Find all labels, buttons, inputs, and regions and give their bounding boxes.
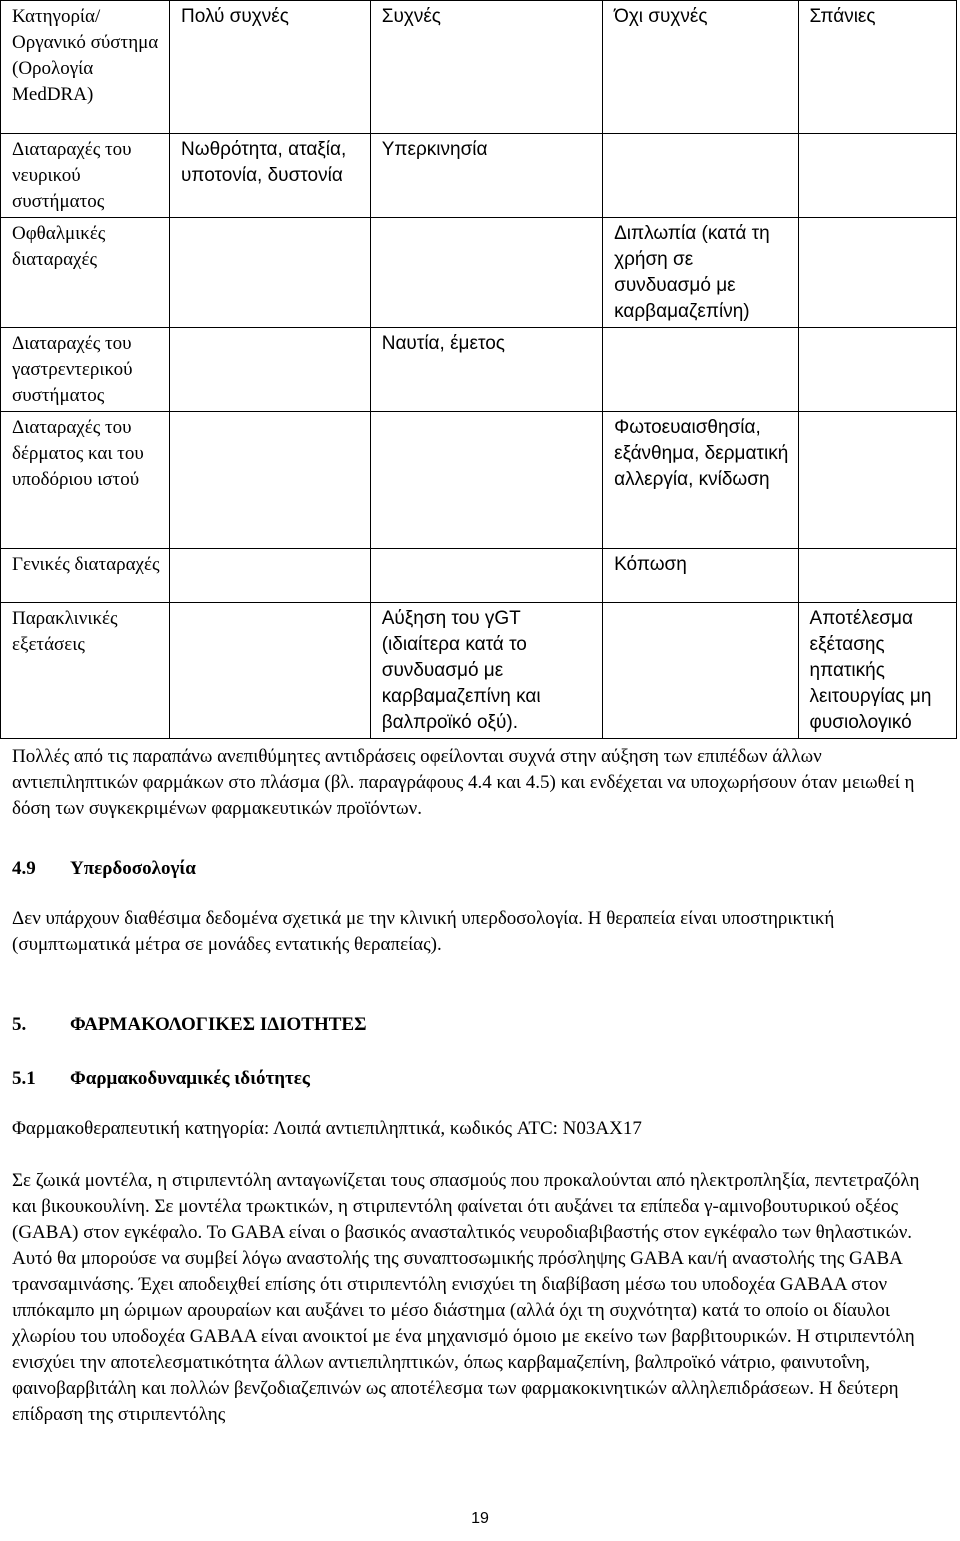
row-category: Διαταραχές του νευρικού συστήματος bbox=[1, 134, 170, 218]
cell-very-common bbox=[170, 412, 371, 549]
atc-paragraph: Φαρμακοθεραπευτική κατηγορία: Λοιπά αντιεπιληπτικά, κωδικός ATC: N03AX17 bbox=[12, 1118, 642, 1139]
cell-common: Αύξηση του γGT (ιδιαίτερα κατά το συνδυασμό με καρβαμαζεπίνη και βαλπροϊκό οξύ). bbox=[370, 603, 602, 739]
cell-uncommon: Διπλωπία (κατά τη χρήση σε συνδυασμό με καρβαμαζεπίνη) bbox=[603, 218, 798, 328]
cell-uncommon: Φωτοευαισθησία, εξάνθημα, δερματική αλλεργία, κνίδωση bbox=[603, 412, 798, 549]
cell-very-common bbox=[170, 549, 371, 603]
cell-common bbox=[370, 549, 602, 603]
cell-common: Ναυτία, έμετος bbox=[370, 328, 602, 412]
row-category: Γενικές διαταραχές bbox=[1, 549, 170, 603]
row-category: Διαταραχές του γαστρεντερικού συστήματος bbox=[1, 328, 170, 412]
section-heading-5 bbox=[12, 1012, 942, 1038]
cell-very-common bbox=[170, 328, 371, 412]
section-number: 5. bbox=[12, 1014, 27, 1035]
header-category: Κατηγορία/ Οργανικό σύστημα (Ορολογία MedDRA) bbox=[1, 1, 170, 134]
row-category: Διαταραχές του δέρματος και του υποδόριου ιστού bbox=[1, 412, 170, 549]
row-category: Παρακλινικές εξετάσεις bbox=[1, 603, 170, 739]
row-category: Οφθαλμικές διαταραχές bbox=[1, 218, 170, 328]
page-number: 19 bbox=[471, 1510, 489, 1527]
table-row bbox=[1, 134, 957, 218]
cell-common bbox=[370, 412, 602, 549]
cell-rare bbox=[798, 328, 956, 412]
section-heading-5-1 bbox=[12, 1066, 942, 1092]
cell-uncommon bbox=[603, 134, 798, 218]
overdose-paragraph: Δεν υπάρχουν διαθέσιμα δεδομένα σχετικά με την κλινική υπερδοσολογία. Η θεραπεία είναι υποστηρικτική (συμπτωματικά μέτρα σε μονάδες εντατικής θεραπείας). bbox=[12, 908, 835, 955]
header-common: Συχνές bbox=[370, 1, 602, 134]
cell-very-common: Νωθρότητα, αταξία, υποτονία, δυστονία bbox=[170, 134, 371, 218]
cell-rare bbox=[798, 412, 956, 549]
table-row bbox=[1, 412, 957, 549]
cell-common bbox=[370, 218, 602, 328]
cell-uncommon bbox=[603, 328, 798, 412]
header-uncommon: Όχι συχνές bbox=[603, 1, 798, 134]
header-very-common: Πολύ συχνές bbox=[170, 1, 371, 134]
header-rare: Σπάνιες bbox=[798, 1, 956, 134]
cell-uncommon: Κόπωση bbox=[603, 549, 798, 603]
cell-uncommon bbox=[603, 603, 798, 739]
adverse-reactions-table bbox=[0, 0, 957, 739]
table-row bbox=[1, 549, 957, 603]
cell-very-common bbox=[170, 218, 371, 328]
section-title: Υπερδοσολογία bbox=[70, 858, 196, 879]
cell-rare bbox=[798, 549, 956, 603]
table-header-row bbox=[1, 1, 957, 134]
section-number: 5.1 bbox=[12, 1068, 36, 1089]
table-row bbox=[1, 218, 957, 328]
section-heading-4-9 bbox=[12, 856, 942, 882]
mechanism-paragraph: Σε ζωικά μοντέλα, η στιριπεντόλη ανταγωνίζεται τους σπασμούς που προκαλούνται από ηλεκτροπληξία, πεντετραζόλη και βικουκουλίνη. Σε μοντέλα τρωκτικών, η στιριπεντόλη φαίνεται ότι αυξάνει τα επίπεδα γ-αμινοβουτυρικού οξέος (GABA) στον εγκέφαλο. Το GABA είναι ο βασικός ανασταλτικός νευροδιαβιβαστής στον εγκέφαλο των θηλαστικών. Αυτό θα μπορούσε να συμβεί λόγω αναστολής της συναπτοσωμικής πρόσληψης GABA και/ή αναστολής της GABA τρανσαμινάσης. Έχει αποδειχθεί επίσης ότι στιριπεντόλη ενισχύει τη διαβίβαση μέσω του υποδοχέα GABAA στον ιππόκαμπο μη ώριμων αρουραίων και αυξάνει το μέσο διάστημα (αλλά όχι τη συχνότητα) κατά το οποίο οι δίαυλοι χλωρίου του υποδοχέα GABAA είναι ανοικτοί με ένα μηχανισμό όμοιο με εκείνο των βαρβιτουρικών. Η στιριπεντόλη ενισχύει την αποτελεσματικότητα άλλων αντιεπιληπτικών, όπως καρβαμαζεπίνη, βαλπροϊκό νάτριο, φαινυτοΐνη, φαινοβαρβιτάλη και πολλών βενζοδιαζεπινών ως αποτέλεσμα των φαρμακοκινητικών αλληλεπιδράσεων. Η δεύτερη επίδραση της στιριπεντόλης bbox=[12, 1170, 920, 1425]
section-number: 4.9 bbox=[12, 858, 36, 879]
table-row bbox=[1, 603, 957, 739]
cell-very-common bbox=[170, 603, 371, 739]
cell-rare bbox=[798, 134, 956, 218]
cell-common: Υπερκινησία bbox=[370, 134, 602, 218]
section-title: Φαρμακοδυναμικές ιδιότητες bbox=[70, 1068, 310, 1089]
interactions-note: Πολλές από τις παραπάνω ανεπιθύμητες αντιδράσεις οφείλονται συχνά στην αύξηση των επιπέδων άλλων αντιεπιληπτικών φαρμάκων στο πλάσμα (βλ. παραγράφους 4.4 και 4.5) και ενδέχεται να υποχωρήσουν όταν μειωθεί η δόση των συγκεκριμένων φαρμακευτικών προϊόντων. bbox=[12, 746, 915, 819]
cell-rare: Αποτέλεσμα εξέτασης ηπατικής λειτουργίας μη φυσιολογικό bbox=[798, 603, 956, 739]
table-row bbox=[1, 328, 957, 412]
section-title: ΦΑΡΜΑΚΟΛΟΓΙΚΕΣ ΙΔΙΟΤΗΤΕΣ bbox=[70, 1014, 367, 1035]
cell-rare bbox=[798, 218, 956, 328]
